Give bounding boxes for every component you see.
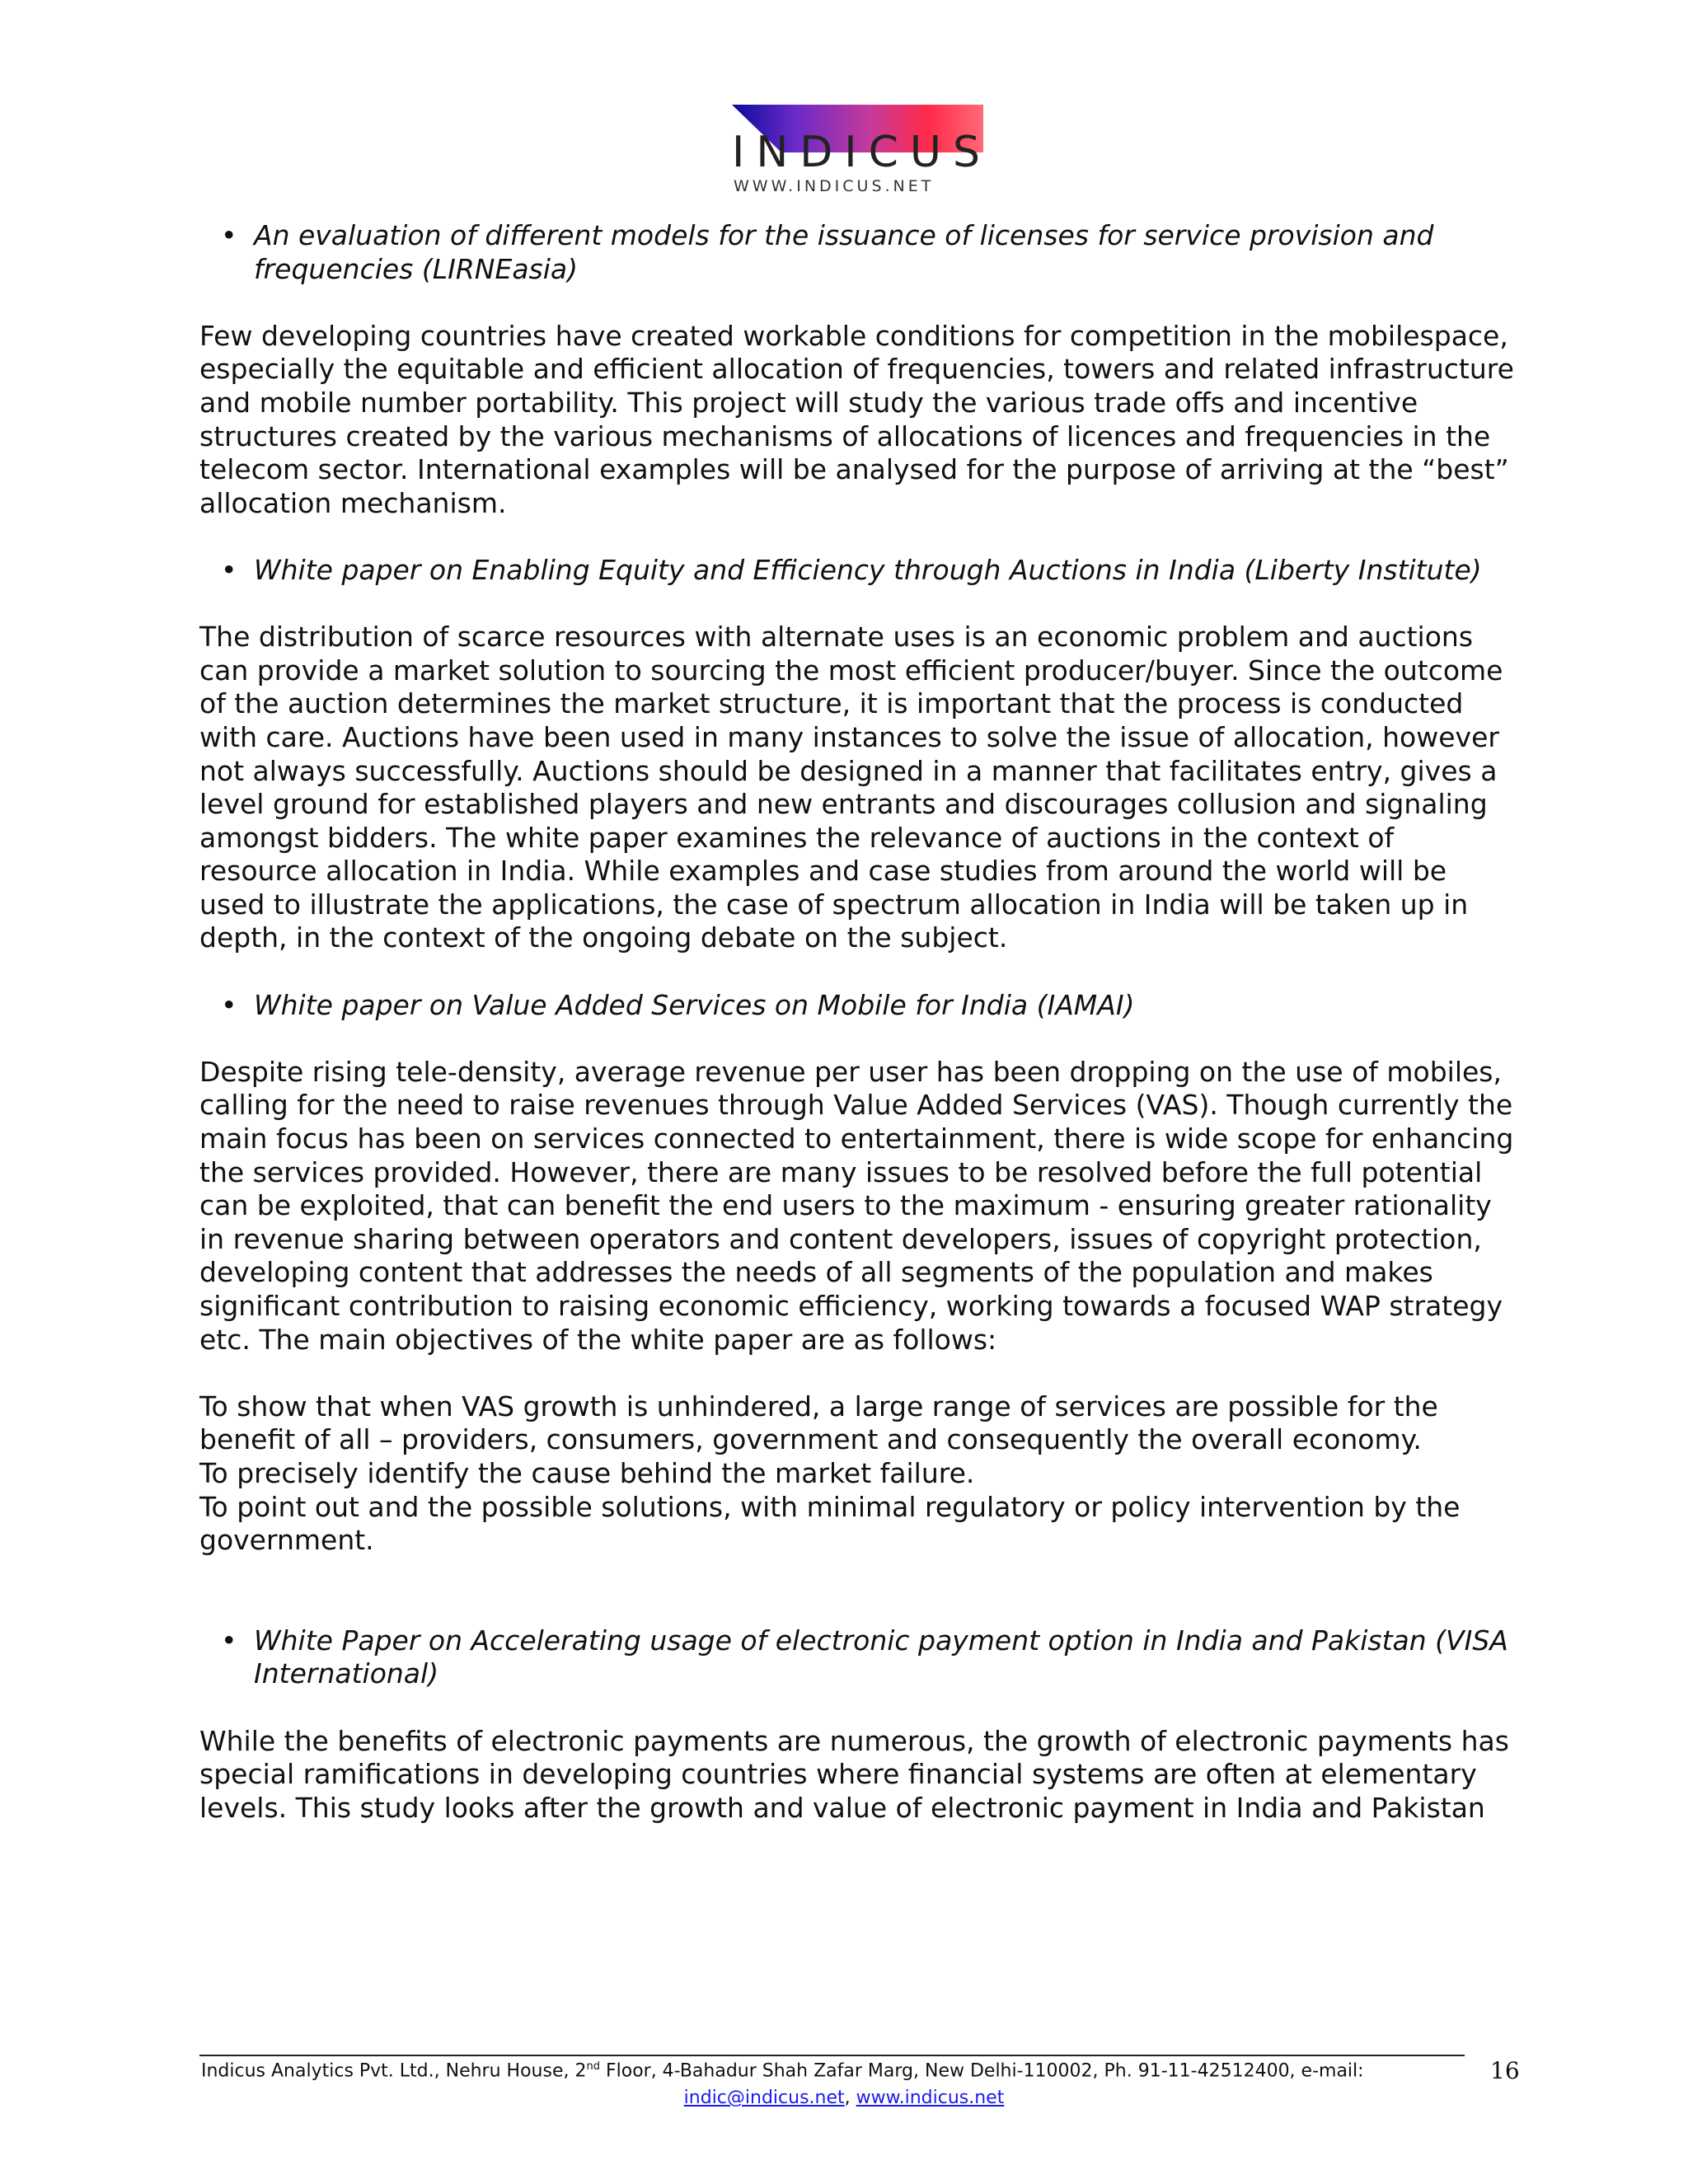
bullet-heading-iamai: • White paper on Value Added Services on Mobile for India (IAMAI) bbox=[199, 989, 1515, 1023]
logo-wordmark: INDICUS bbox=[732, 128, 992, 177]
footer-address-end: Floor, 4-Bahadur Shah Zafar Marg, New Delhi-110002, Ph. 91-11-42512400, e-mail: bbox=[599, 2060, 1364, 2082]
footer-email-link[interactable]: indic@indicus.net bbox=[683, 2088, 845, 2108]
footer-address-start: Indicus Analytics Pvt. Ltd., Nehru House, 2 bbox=[201, 2060, 587, 2082]
logo-url-text: WWW.INDICUS.NET bbox=[734, 177, 935, 195]
objective-2: To precisely identify the cause behind the market failure. bbox=[199, 1456, 975, 1489]
paragraph-lirneasia: Few developing countries have created workable conditions for competition in the mobilespace, especially the equitable and efficient allocation of frequencies, towers and related infrastructure and mobile number portability. This project will study the various trade offs and incentive structures created by the various mechanisms of allocations of licences and frequencies in the telecom sector. International examples will be analysed for the purpose of arriving at the “best” allocation mechanism. bbox=[199, 319, 1514, 519]
footer-divider bbox=[199, 2055, 1465, 2056]
page-number: 16 bbox=[1490, 2057, 1520, 2084]
paragraph-auctions: The distribution of scarce resources with alternate uses is an economic problem and auctions can provide a market solution to sourcing the most efficient producer/buyer. Since the outcome of the auction determines the market structure, it is important that the process is conducted with care. Auctions have been used in many instances to solve the issue of allocation, however not always successfully. Auctions should be designed in a manner that facilitates entry, gives a level ground for established players and new entrants and discourages collusion and signaling amongst bidders. The white paper examines the relevance of auctions in the context of resource allocation in India. While examples and case studies from around the world will be used to illustrate the applications, the case of spectrum allocation in India will be taken up in depth, in the context of the ongoing debate on the subject. bbox=[199, 621, 1503, 954]
footer-links bbox=[0, 2088, 1688, 2108]
document-body bbox=[199, 219, 1515, 1825]
objective-1: To show that when VAS growth is unhindered, a large range of services are possible for the benefit of all – providers, consumers, government and consequently the overall economy. bbox=[199, 1390, 1438, 1456]
paragraph-vas: Despite rising tele-density, average revenue per user has been dropping on the use of mobiles, calling for the need to raise revenues through Value Added Services (VAS). Though currently the main focus has been on services connected to entertainment, there is wide scope for enhancing the services provided. However, there are many issues to be resolved before the full potential can be exploited, that can benefit the end users to the maximum - ensuring greater rationality in revenue sharing between operators and content developers, issues of copyright protection, developing content that addresses the needs of all segments of the population and makes significant contribution to raising economic efficiency, working towards a focused WAP strategy etc. The main objectives of the white paper are as follows: bbox=[199, 1055, 1514, 1356]
bullet-heading-lirneasia: • An evaluation of different models for the issuance of licenses for service provision and frequencies (LIRNEasia) bbox=[199, 219, 1515, 286]
objective-3: To point out and the possible solutions, with minimal regulatory or policy intervention by the government. bbox=[199, 1490, 1461, 1557]
footer-link-separator: , bbox=[844, 2088, 856, 2108]
bullet-heading-liberty-institute: • White paper on Enabling Equity and Efficiency through Auctions in India (Liberty Institute) bbox=[199, 554, 1515, 588]
bullet-heading-visa: • White Paper on Accelerating usage of electronic payment option in India and Pakistan (VISA International) bbox=[199, 1624, 1515, 1691]
paragraph-electronic-payments: While the benefits of electronic payments are numerous, the growth of electronic payments has special ramifications in developing countries where financial systems are often at elementary levels. This study looks after the growth and value of electronic payment in India and Pakistan bbox=[199, 1724, 1509, 1824]
footer-website-link[interactable]: www.indicus.net bbox=[856, 2088, 1005, 2108]
indicus-logo bbox=[725, 103, 992, 195]
footer-address-sup: nd bbox=[586, 2060, 600, 2073]
footer-address bbox=[201, 2060, 1364, 2081]
